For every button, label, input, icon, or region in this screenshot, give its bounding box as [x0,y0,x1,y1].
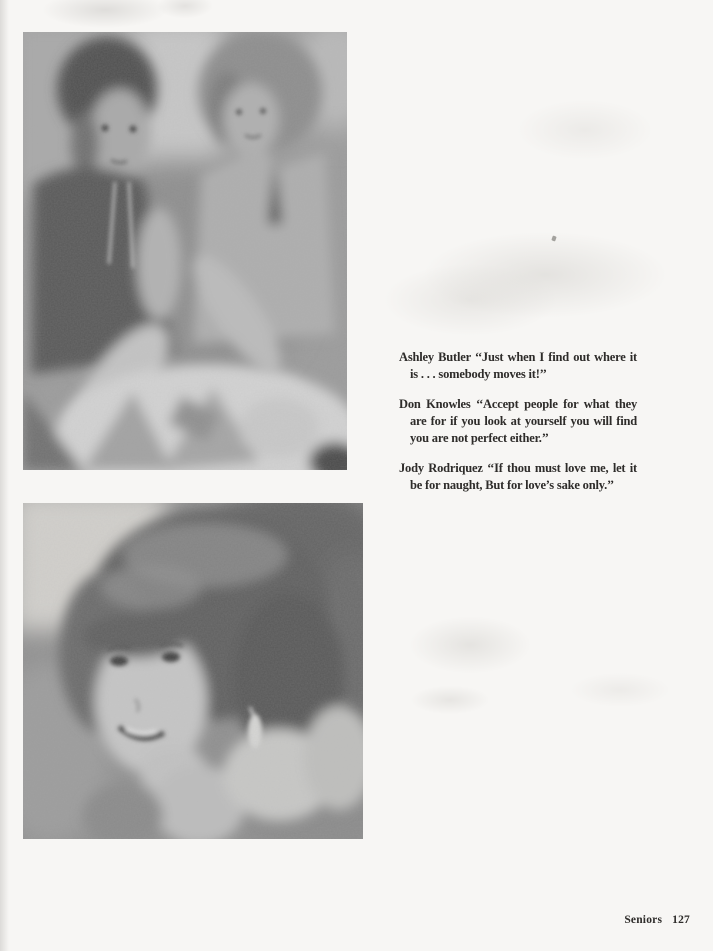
yearbook-photo-top [23,32,347,470]
senior-quote-don-knowles: Don Knowles ‘‘Accept people for what they are for if you look at yourself you will find you are not perfect either.’’ [399,397,637,445]
senior-quotes [399,349,637,507]
yearbook-photo-bottom [23,503,363,839]
section-label: Seniors [624,914,663,926]
senior-quote-ashley-butler: Ashley Butler ‘‘Just when I find out where it is . . . somebody moves it!’’ [399,350,637,381]
scan-speck [551,235,556,241]
photo2-film-grain [23,503,363,839]
senior-quote-jody-rodriquez: Jody Rodriquez ‘‘If thou must love me, let it be for naught, But for love’s sake only.’’ [399,461,637,492]
photo1-film-grain [23,32,347,470]
page-number: 127 [672,914,690,926]
page-footer [624,914,690,926]
